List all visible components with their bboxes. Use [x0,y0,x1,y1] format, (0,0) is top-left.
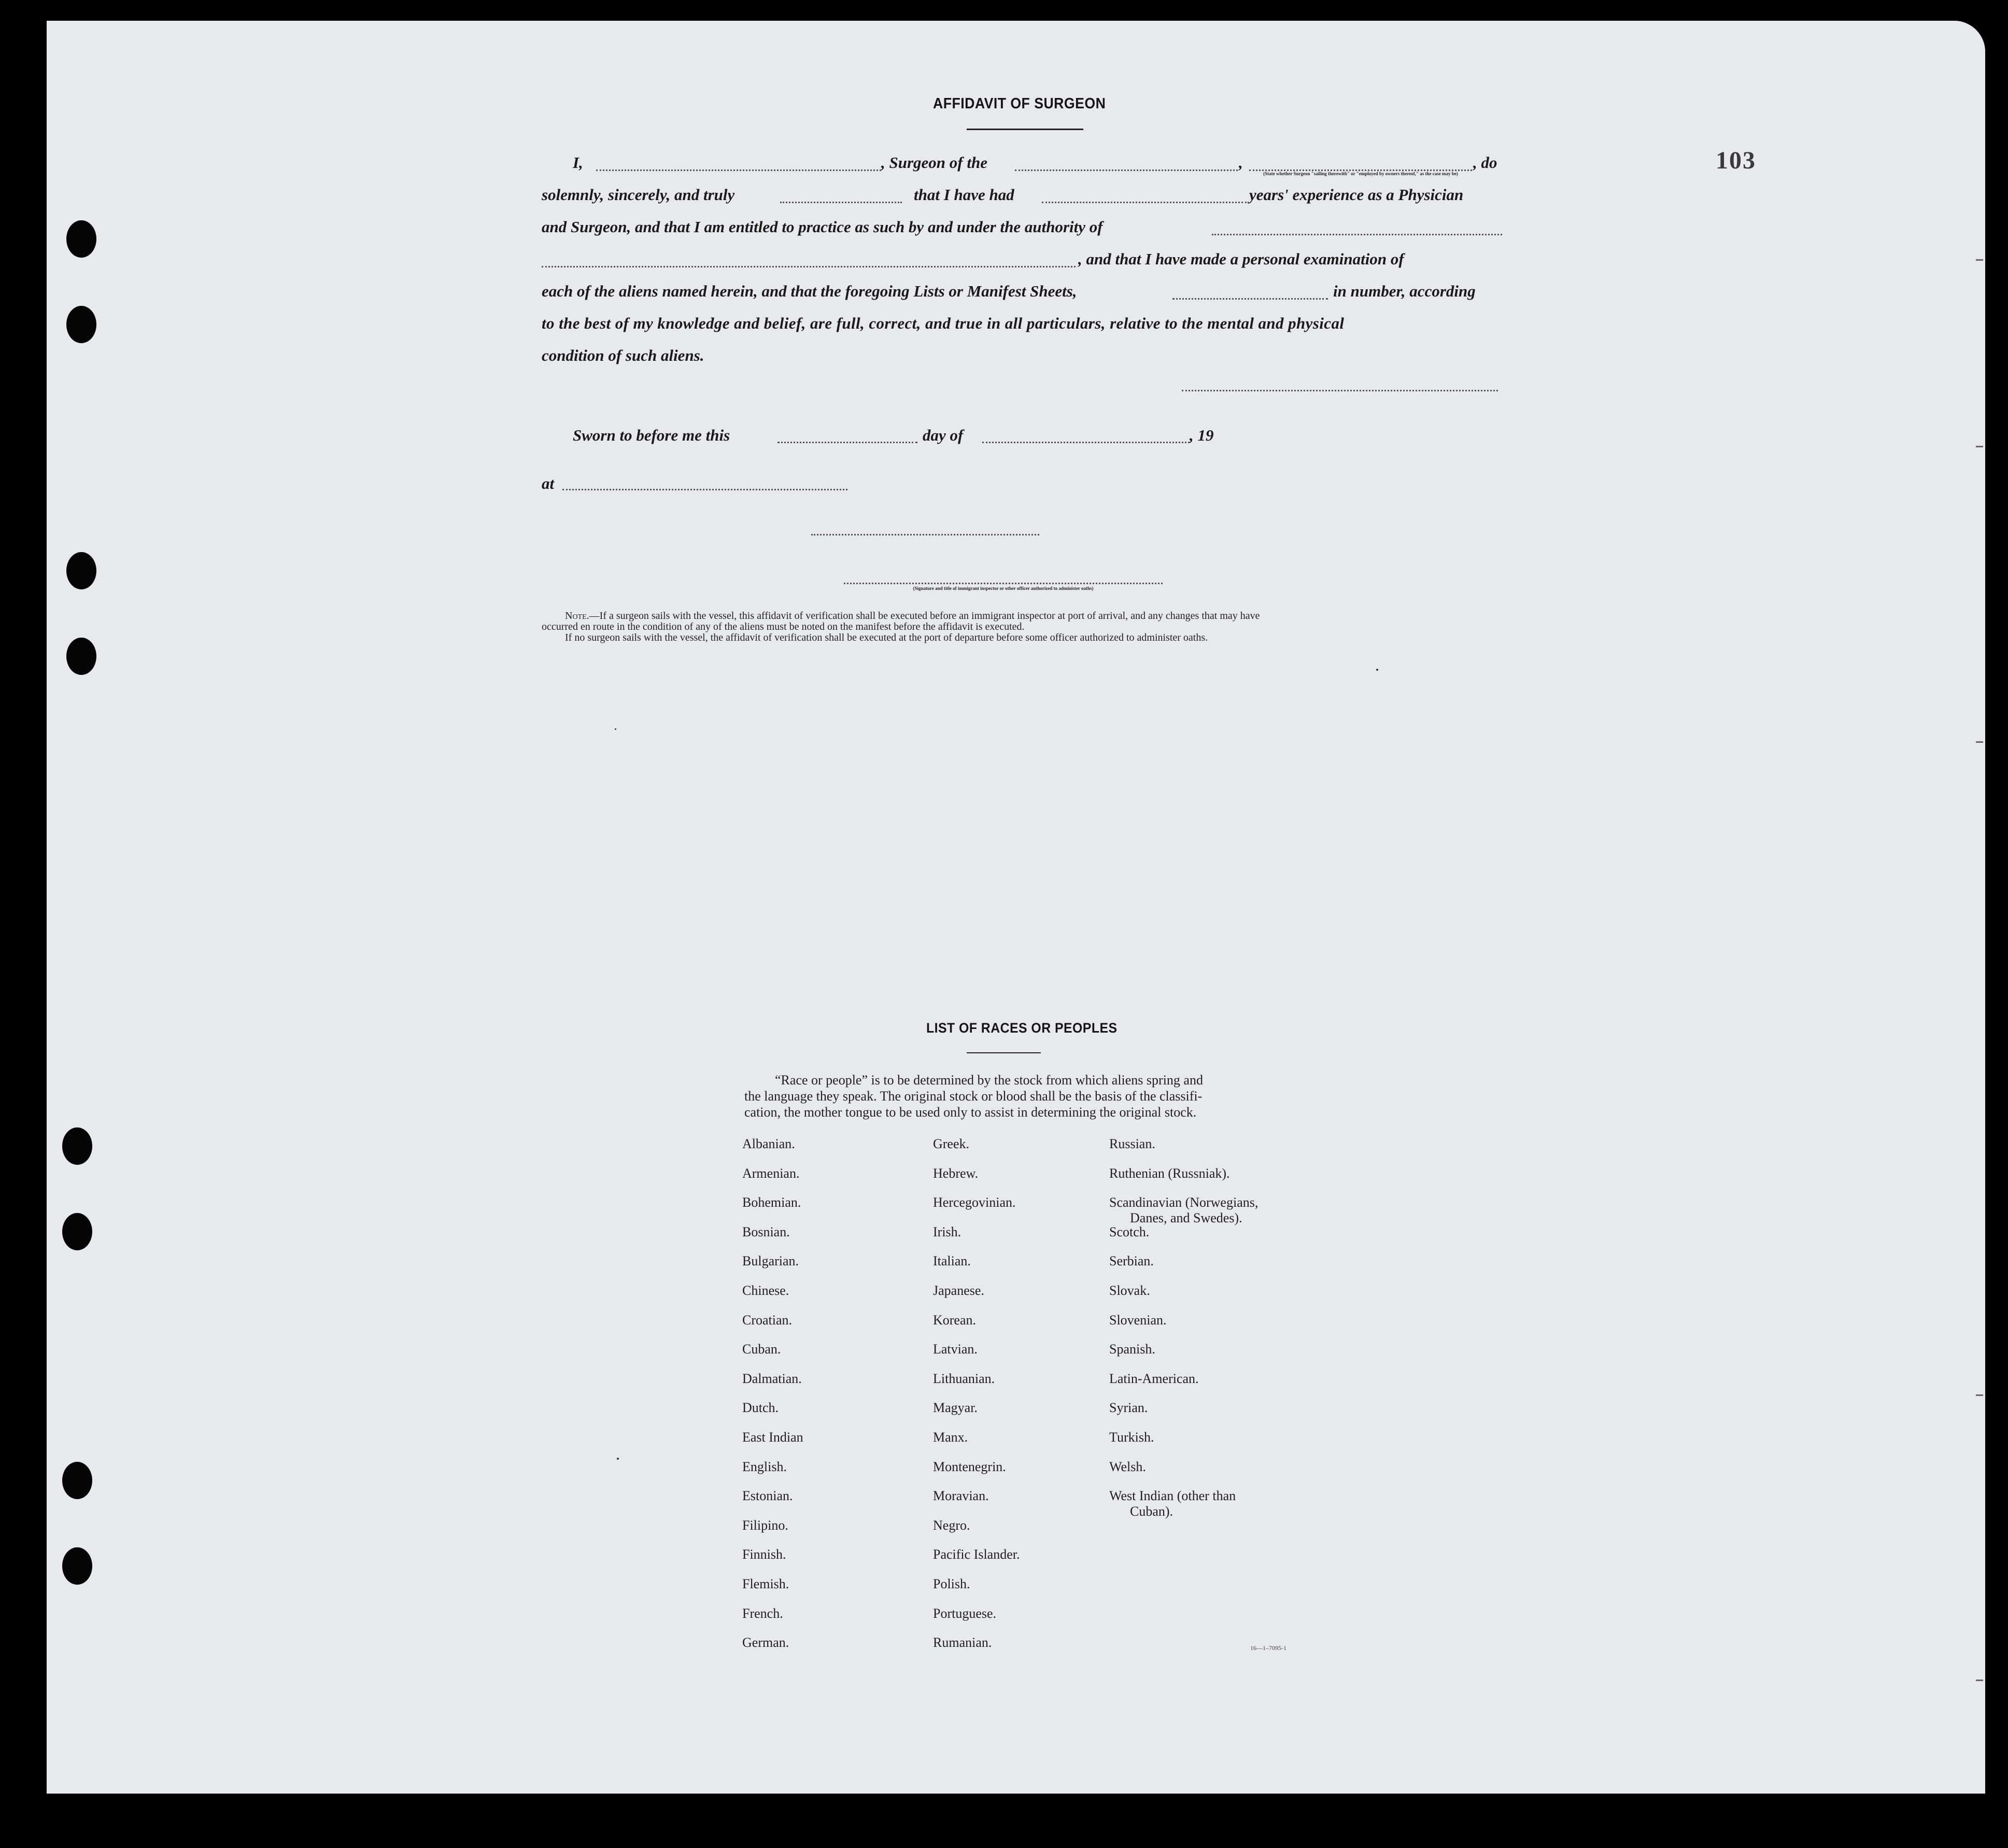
race-item: Portuguese. [933,1605,997,1621]
affidavit-line7: condition of such aliens. [542,346,704,364]
vessel-field[interactable] [1015,170,1238,171]
years-field[interactable] [1042,202,1247,203]
sworn-year: , 19 [1190,426,1214,444]
race-item: Montenegrin. [933,1459,1006,1474]
race-item: Lithuanian. [933,1371,995,1386]
oath-field[interactable] [780,202,902,203]
race-item: French. [742,1605,783,1621]
race-item: Ruthenian (Russniak). [1109,1165,1230,1181]
race-item: Negro. [933,1517,970,1533]
affidavit-line5-start: each of the aliens named herein, and that the foregoing Lists or Manifest Sheets, [542,282,1077,300]
race-item: Danes, and Swedes). [1130,1210,1242,1226]
edge-tick [1976,1394,1983,1396]
race-item: Irish. [933,1224,961,1239]
punch-hole [66,638,96,675]
race-item: German. [742,1635,789,1650]
affidavit-line1-surgeon: , Surgeon of the [881,153,987,172]
race-item: Manx. [933,1430,968,1445]
authority-field-continued[interactable] [542,266,1076,267]
speck [617,1458,619,1460]
sworn-day-of: day of [923,426,964,444]
punch-hole [66,306,96,343]
punch-hole [62,1462,92,1499]
race-item: West Indian (other than [1109,1488,1236,1504]
affidavit-line1-comma: , [1239,153,1243,172]
officer-title-field[interactable] [844,583,1163,584]
note-line3: If no surgeon sails with the vessel, the affidavit of verification shall be executed at the port of departure before some officer authorized to administer oaths. [565,632,1208,643]
race-item: Spanish. [1109,1342,1155,1357]
note-text-1: —If a surgeon sails with the vessel, this affidavit of verification shall be executed before an immigrant inspector at port of arrival, and any changes that may have [589,610,1260,622]
race-item: Pacific Islander. [933,1547,1020,1562]
race-item: Hebrew. [933,1165,979,1181]
race-item: Cuban). [1130,1504,1173,1519]
affidavit-line2-start: solemnly, sincerely, and truly [542,186,735,204]
race-item: Rumanian. [933,1635,992,1650]
page-number: 103 [1716,147,1756,174]
title-rule [967,129,1083,130]
sheets-number-field[interactable] [1172,298,1328,300]
edge-tick [1976,1680,1983,1681]
race-item: Greek. [933,1136,970,1151]
sworn-place-field[interactable] [562,489,847,490]
race-item: Bosnian. [742,1224,790,1239]
race-item: Chinese. [742,1283,789,1298]
race-item: Serbian. [1109,1253,1154,1269]
surgeon-signature-field[interactable] [1182,390,1498,391]
race-item: Polish. [933,1576,970,1591]
officer-signature-field[interactable] [811,534,1039,535]
race-item: Albanian. [742,1136,795,1151]
affidavit-line3: and Surgeon, and that I am entitled to practice as such by and under the authority of [542,218,1103,236]
races-intro-3: cation, the mother tongue to be used only to assist in determining the original stock. [744,1105,1197,1120]
race-item: Croatian. [742,1312,793,1328]
note-line1 [565,611,1260,622]
punch-hole [66,220,96,258]
edge-tick [1976,741,1983,743]
affidavit-line1-start: I, [573,153,583,172]
edge-tick [1976,446,1983,447]
races-title-rule [967,1052,1041,1053]
at-label: at [542,474,555,492]
affidavit-line1-do: , do [1473,153,1497,172]
race-item: Filipino. [742,1517,788,1533]
name-field[interactable] [596,170,881,171]
race-item: Dutch. [742,1400,779,1416]
race-item: Hercegovinian. [933,1195,1016,1210]
race-item: Estonian. [742,1488,793,1504]
race-item: Japanese. [933,1283,984,1298]
races-intro-2: the language they speak. The original stock or blood shall be the basis of the classifi- [744,1089,1203,1104]
race-item: Latin-American. [1109,1371,1199,1386]
sworn-month-field[interactable] [982,442,1190,443]
note-line2: occurred en route in the condition of any of the aliens must be noted on the manifest before the affidavit is executed. [542,621,1025,632]
race-item: East Indian [742,1430,803,1445]
punch-hole [62,1213,92,1250]
race-item: Bohemian. [742,1195,801,1210]
note-label: Note. [565,610,589,622]
race-item: Welsh. [1109,1459,1146,1474]
affidavit-line4: , and that I have made a personal examination of [1078,250,1404,268]
race-item: Slovenian. [1109,1312,1167,1328]
race-item: Slovak. [1109,1283,1150,1298]
affidavit-line2-years: years' experience as a Physician [1249,186,1464,204]
race-item: Turkish. [1109,1430,1154,1445]
affidavit-title: AFFIDAVIT OF SURGEON [933,95,1106,112]
race-item: Flemish. [742,1576,789,1591]
sworn-label: Sworn to before me this [573,426,730,444]
race-item: Moravian. [933,1488,989,1504]
punch-hole [66,552,96,589]
race-item: Russian. [1109,1136,1155,1151]
race-item: Scandinavian (Norwegians, [1109,1195,1258,1210]
races-intro-1: “Race or people” is to be determined by the stock from which aliens spring and [775,1073,1203,1088]
authority-field[interactable] [1212,234,1502,235]
punch-hole [62,1547,92,1585]
speck [1376,669,1378,671]
race-item: Bulgarian. [742,1253,799,1269]
race-item: Finnish. [742,1547,786,1562]
sworn-day-field[interactable] [777,442,917,443]
race-item: Cuban. [742,1342,781,1357]
signature-caption: (Signature and title of immigrant inspector or other officer authorized to administer oaths) [913,586,1094,591]
races-title: LIST OF RACES OR PEOPLES [926,1020,1118,1036]
race-item: Dalmatian. [742,1371,802,1386]
speck [615,728,616,730]
affidavit-line6: to the best of my knowledge and belief, are full, correct, and true in all particulars, relative to the mental and physical [542,314,1345,332]
affidavit-line5-end: in number, according [1333,282,1476,300]
race-item: Magyar. [933,1400,978,1416]
race-item: English. [742,1459,787,1474]
edge-tick [1976,259,1983,261]
affidavit-line2-had: that I have had [914,186,1014,204]
race-item: Latvian. [933,1342,978,1357]
surgeon-status-note: (State whether Surgeon "sailing therewith" or "employed by owners thereof," as the case may be) [1263,171,1458,176]
race-item: Italian. [933,1253,971,1269]
race-item: Scotch. [1109,1224,1150,1239]
race-item: Armenian. [742,1165,800,1181]
race-item: Syrian. [1109,1400,1148,1416]
form-number: 16—1–7095-1 [1250,1644,1286,1652]
punch-hole [62,1127,92,1165]
race-item: Korean. [933,1312,977,1328]
